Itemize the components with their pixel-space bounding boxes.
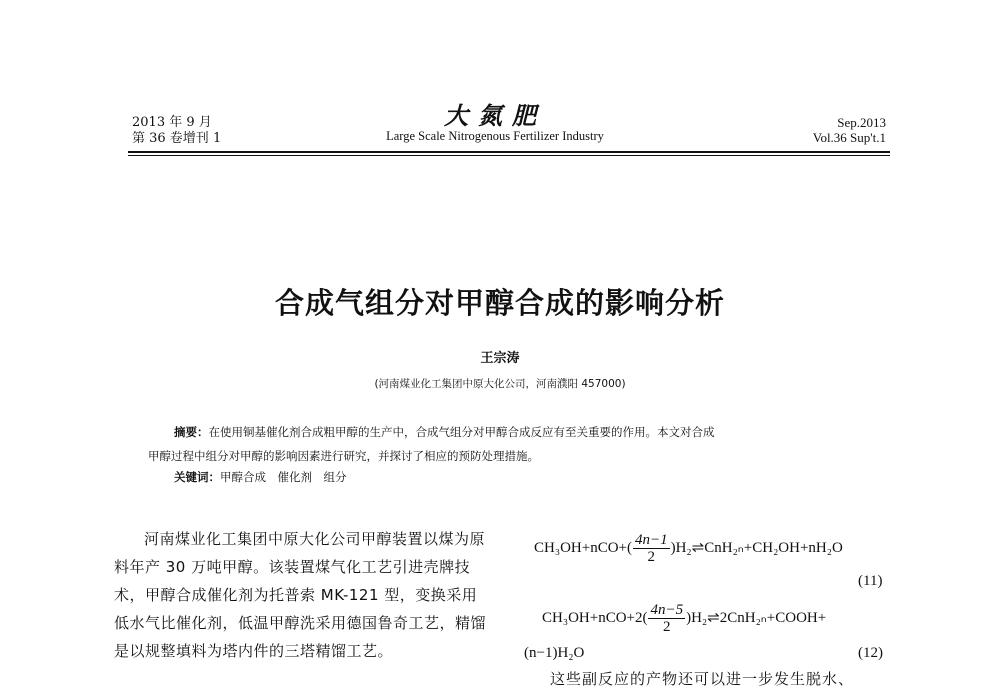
- header-rule-thin: [128, 155, 890, 156]
- abstract-label: 摘要：: [174, 425, 209, 439]
- volume-en: Vol.36 Sup't.1: [812, 130, 886, 145]
- journal-masthead: [360, 103, 630, 143]
- issue-date-en: Sep.2013: [837, 115, 886, 130]
- abstract-line-1: 在使用铜基催化剂合成粗甲醇的生产中，合成气组分对甲醇合成反应有至关重要的作用。本文对合成: [208, 425, 715, 439]
- affiliation: (河南煤业化工集团中原大化公司，河南濮阳 457000): [374, 378, 626, 390]
- issue-date-cn: 2013 年 9 月: [132, 115, 212, 130]
- author: 王宗涛: [480, 351, 520, 366]
- equation-12-continued: (n−1)H₂O: [524, 645, 585, 661]
- body-paragraph: 河南煤业化工集团中原大化公司甲醇装置以煤为原料年产 30 万吨甲醇。该装置煤气化工艺引进壳牌技术，甲醇合成催化剂为托普索 MK-121 型，变换采用低水气比催化剂，低温甲醇洗采用德国鲁奇工艺，精馏是以规整填料为塔内件的三塔精馏工艺。: [114, 530, 487, 660]
- body-column-right-text: 这些副反应的产物还可以进一步发生脱水、: [550, 670, 855, 688]
- header-right: [813, 115, 886, 145]
- equation-12: CH₃OH+nCO+2( $\frac{4n-5}{2}$ )H₂⇌2CnH₂ₙ+COOH+: [542, 602, 827, 635]
- equation-number-12: (12): [858, 645, 883, 661]
- equation-11: CH₃OH+nCO+( $\frac{4n-1}{2}$ )H₂⇌CnH₂ₙ+CH₂OH+nH₂O: [534, 532, 843, 565]
- abstract: [148, 420, 858, 468]
- keywords-label: 关键词：: [174, 470, 220, 484]
- journal-logo-cn: 大氮肥: [444, 101, 546, 130]
- journal-name-en: Large Scale Nitrogenous Fertilizer Industry: [386, 129, 604, 143]
- body-column-left: [114, 525, 488, 665]
- equation-number-11: (11): [858, 573, 883, 589]
- header-rule: [128, 151, 890, 153]
- abstract-line-2: 甲醇过程中组分对甲醇的影响因素进行研究，并探讨了相应的预防处理措施。: [148, 449, 539, 463]
- article-title: 合成气组分对甲醇合成的影响分析: [274, 286, 725, 320]
- header-left: [132, 115, 221, 147]
- keywords-value: 甲醇合成 催化剂 组分: [220, 470, 347, 484]
- volume-cn: 第 36 卷增刊 1: [132, 131, 222, 146]
- keywords: [174, 469, 347, 485]
